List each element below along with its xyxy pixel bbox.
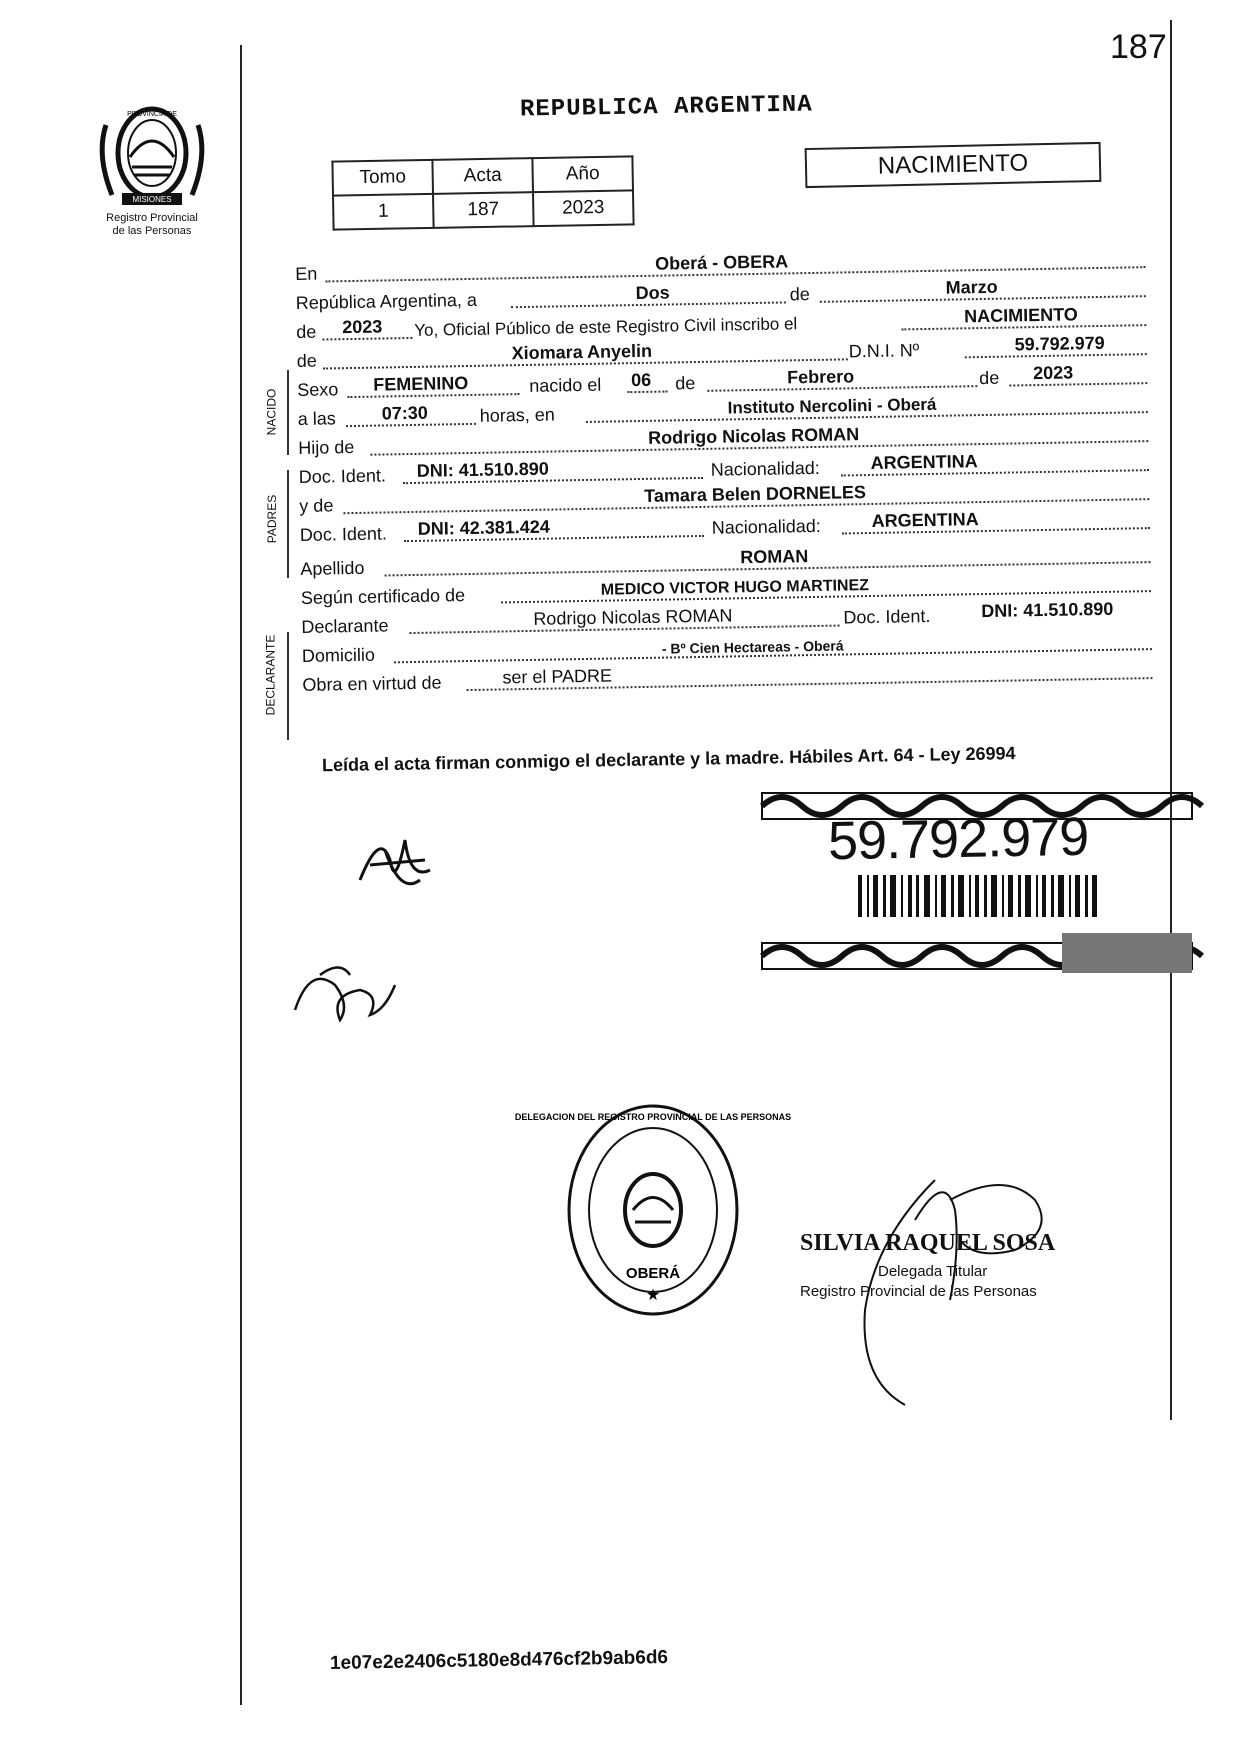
header-acta: Acta [432, 158, 533, 194]
birth-place: Instituto Nercolini - Oberá [727, 394, 937, 418]
row-name: de Xiomara Anyelin D.N.I. Nº 59.792.979 [297, 330, 1167, 374]
row-domicile: Domicilio - Bº Cien Hectareas - Oberá [302, 625, 1172, 669]
value-ano: 2023 [533, 190, 634, 226]
mother-name: Tamara Belen DORNELES [644, 482, 867, 506]
birth-month: Febrero [786, 366, 855, 388]
document-hash: 1e07e2e2406c5180e8d476cf2b9ab6d6 [329, 1647, 669, 1674]
father-dni: DNI: 41.510.890 [416, 458, 549, 481]
declarant-name: Rodrigo Nicolas ROMAN [533, 605, 733, 629]
child-dni: 59.792.979 [1014, 332, 1105, 355]
father-name: Rodrigo Nicolas ROMAN [648, 424, 860, 448]
row-mother: y de Tamara Belen DORNELES [299, 475, 1169, 519]
document-title: REPUBLICA ARGENTINA [519, 91, 813, 124]
svg-text:OBERÁ: OBERÁ [625, 1265, 681, 1282]
registry-table [331, 155, 634, 230]
row-place: En Oberá - OBERA [295, 243, 1165, 287]
side-label-nacido: NACIDO [264, 388, 279, 436]
row-father-doc: Doc. Ident. DNI: 41.510.890 Nacionalidad: ARGENTINA [299, 446, 1169, 490]
value-acta: 187 [433, 192, 534, 228]
event-value: NACIMIENTO [963, 304, 1078, 327]
official-office: Registro Provincial de las Personas [800, 1283, 1037, 1300]
barcode [858, 875, 1098, 917]
birth-record-form [295, 243, 1173, 698]
section-bar-padres [287, 470, 289, 578]
side-label-declarante: DECLARANTE [263, 634, 278, 716]
section-bar-declarante [287, 632, 289, 740]
value-tomo: 1 [333, 194, 434, 230]
row-year: de 2023 Yo, Oficial Público de este Registro Civil inscribo el NACIMIENTO [296, 301, 1166, 345]
svg-text:PROVINCIA DE: PROVINCIA DE [127, 111, 177, 118]
row-time: a las 07:30 horas, en Instituto Nercolini - Oberá [298, 388, 1168, 432]
svg-text:MISIONES: MISIONES [132, 195, 172, 204]
mother-signature [290, 955, 400, 1025]
header-ano: Año [532, 156, 633, 192]
svg-text:★: ★ [645, 1285, 661, 1304]
declarant-signature [350, 820, 440, 900]
section-bar-nacido [287, 370, 289, 455]
surname-value: ROMAN [740, 546, 809, 568]
mother-nationality: ARGENTINA [871, 509, 979, 531]
birth-time: 07:30 [381, 402, 428, 424]
record-type-box: NACIMIENTO [805, 142, 1102, 188]
mother-dni: DNI: 42.381.424 [417, 516, 550, 539]
birth-year: 2023 [1032, 362, 1074, 384]
left-margin-line [240, 45, 242, 1705]
row-date: República Argentina, a Dos de Marzo [296, 272, 1166, 316]
year-value: 2023 [342, 316, 383, 338]
misiones-coat-of-arms [92, 95, 212, 210]
row-certificate: Según certificado de MEDICO VICTOR HUGO MARTINEZ [301, 567, 1171, 611]
child-name: Xiomara Anyelin [511, 340, 653, 364]
row-capacity: Obra en virtud de ser el PADRE [302, 654, 1172, 698]
capacity-value: ser el PADRE [502, 665, 613, 688]
father-nationality: ARGENTINA [870, 451, 978, 473]
page-number: 187 [1110, 28, 1167, 66]
day-value: Dos [635, 282, 670, 304]
certificate-value: MEDICO VICTOR HUGO MARTINEZ [600, 577, 870, 599]
domicile-value: - Bº Cien Hectareas - Oberá [661, 637, 844, 657]
right-margin-line [1170, 20, 1172, 1420]
row-surname: Apellido ROMAN [300, 533, 1170, 582]
sex-value: FEMENINO [373, 372, 469, 395]
logo-caption: Registro Provincial de las Personas [106, 212, 198, 237]
month-value: Marzo [945, 276, 998, 298]
svg-text:DELEGACION DEL REGISTRO PROVIN: DELEGACION DEL REGISTRO PROVINCIAL DE LAS PERSONAS [514, 1112, 792, 1122]
birth-day: 06 [631, 369, 652, 391]
row-sex: Sexo FEMENINO nacido el 06 de Febrero de 2023 [297, 359, 1167, 403]
place-value: Oberá - OBERA [654, 251, 789, 274]
header-tomo: Tomo [332, 160, 433, 196]
official-seal [514, 1100, 792, 1320]
declarant-dni: DNI: 41.510.890 [981, 598, 1114, 622]
official-signature [855, 1160, 1055, 1410]
row-mother-doc: Doc. Ident. DNI: 42.381.424 Nacionalidad: ARGENTINA [300, 504, 1170, 548]
row-declarant: Declarante Rodrigo Nicolas ROMAN Doc. Ident. DNI: 41.510.890 [301, 598, 1114, 637]
row-father: Hijo de Rodrigo Nicolas ROMAN [298, 417, 1168, 461]
official-name: SILVIA RAQUEL SOSA [800, 1230, 1056, 1256]
official-title: Delegada Titular [878, 1263, 988, 1280]
stamp-number: 59.792.979 [827, 806, 1089, 872]
side-label-padres: PADRES [265, 494, 280, 544]
closing-text: Leída el acta firman conmigo el declarante y la madre. Hábiles Art. 64 - Ley 26994 [321, 743, 1016, 776]
